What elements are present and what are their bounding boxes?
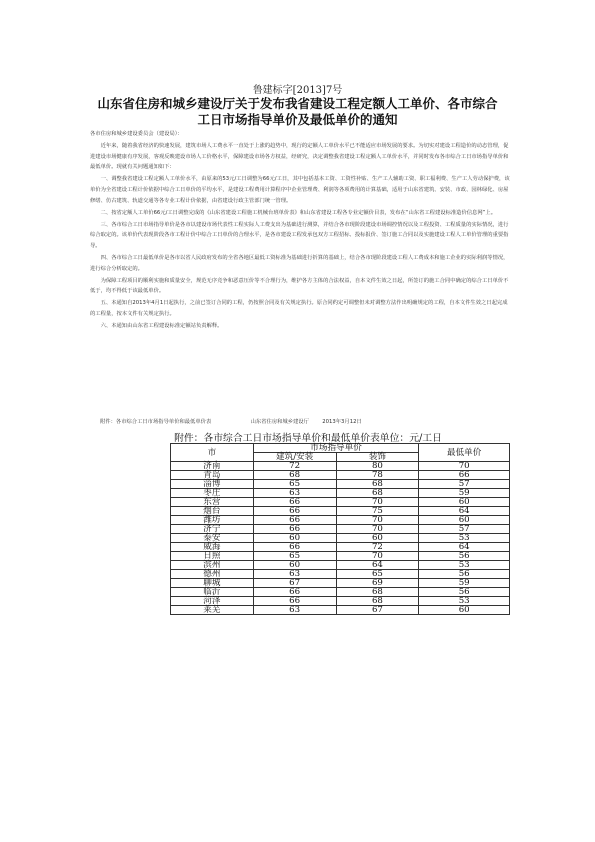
cell-decor: 80: [336, 462, 419, 471]
table-row: [171, 606, 510, 615]
cell-build: 65: [253, 480, 336, 489]
cell-decor: 70: [336, 498, 419, 507]
table-header-row: [171, 444, 510, 453]
cell-decor: 68: [336, 588, 419, 597]
table-body: [171, 462, 510, 615]
cell-min: 66: [419, 471, 510, 480]
cell-decor: 78: [336, 471, 419, 480]
cell-decor: 60: [336, 534, 419, 543]
header-min-price: 最低单价: [419, 444, 510, 462]
cell-decor: 64: [336, 561, 419, 570]
cell-decor: 65: [336, 570, 419, 579]
cell-city: 东营: [171, 498, 254, 507]
subheader-build: 建筑/安装: [253, 453, 336, 462]
cell-min: 53: [419, 534, 510, 543]
attachment-and-signature: [100, 417, 520, 425]
cell-city: 威海: [171, 543, 254, 552]
cell-city: 淄博: [171, 480, 254, 489]
cell-min: 60: [419, 516, 510, 525]
cell-min: 59: [419, 579, 510, 588]
cell-decor: 70: [336, 516, 419, 525]
cell-build: 72: [253, 462, 336, 471]
paragraph-5: 五、本通知自2013年4月1日起执行，之前已签订合同的工程，仍按照合同及有关规定执行。原合同约定可调整但未对调整方法作出明确规定的工程，自本文件生效之日起完成的工程量，按本文件有关规定执行。: [90, 300, 508, 317]
cell-build: 66: [253, 597, 336, 606]
attachment-text: 附件：各市综合工日市场指导单价和最低单价表: [100, 419, 212, 425]
cell-city: 聊城: [171, 579, 254, 588]
cell-min: 56: [419, 552, 510, 561]
cell-build: 65: [253, 552, 336, 561]
cell-build: 60: [253, 561, 336, 570]
cell-city: 莱芜: [171, 606, 254, 615]
cell-min: 57: [419, 480, 510, 489]
cell-build: 63: [253, 606, 336, 615]
subheader-decor: 装饰: [336, 453, 419, 462]
cell-decor: 72: [336, 543, 419, 552]
cell-min: 70: [419, 462, 510, 471]
cell-min: 64: [419, 507, 510, 516]
cell-min: 53: [419, 597, 510, 606]
cell-decor: 68: [336, 480, 419, 489]
cell-city: 德州: [171, 570, 254, 579]
cell-city: 日照: [171, 552, 254, 561]
cell-min: 53: [419, 561, 510, 570]
cell-decor: 70: [336, 552, 419, 561]
cell-city: 济南: [171, 462, 254, 471]
cell-min: 57: [419, 525, 510, 534]
cell-build: 66: [253, 516, 336, 525]
paragraph-3: 三、各市综合工日市场指导单价是各市以建设市场代表性工程实际人工费支出为基础进行测算，并结合各市现阶段建设市场调控情况以及工程投资、工程质量的实际情况，进行综合取定的。该单价代表现阶段各市工程计价中综合工日单价的合理水平，是各市建设工程发承包双方工程招标、投标报价、签订施工合同以及实施建设工程人工单价管理的重要指导。: [90, 221, 509, 249]
document-number: 鲁建标字[2013]7号: [252, 85, 343, 96]
paragraph-4: 四、各市综合工日最低单价是各市以省人民政府发布的全省各地区最低工资标准为基础进行折算的基础上，结合各市现阶段建设工程人工费成本和施工企业的实际利润等情况，进行综合分析取定的。: [90, 255, 509, 272]
cell-decor: 67: [336, 606, 419, 615]
cell-build: 60: [253, 534, 336, 543]
title-line-2: 工日市场指导单价及最低单价的通知: [197, 112, 398, 127]
cell-city: 青岛: [171, 471, 254, 480]
cell-build: 66: [253, 543, 336, 552]
cell-build: 66: [253, 525, 336, 534]
document-body: [90, 129, 510, 333]
cell-city: 菏泽: [171, 597, 254, 606]
cell-decor: 75: [336, 507, 419, 516]
cell-build: 67: [253, 579, 336, 588]
cell-min: 56: [419, 570, 510, 579]
paragraph-4b: 为保障工程项目的顺利实施和质量安全，规范无序竞争和恶意压价等不合理行为，维护各方主体的合法权益，自本文件生效之日起，所签订的施工合同中确定的综合工日单价不低于，均不得低于该最低单价。: [90, 277, 509, 295]
header-guide-price: 市场指导单价: [253, 444, 419, 453]
paragraph-1: 一、调整我省建设工程定额人工单价水平，由原来的53元/工日调整为66元/工日，其中包括基本工资、工资性补贴、生产工人辅助工资、职工福利费、生产工人劳动保护费，该单价为全省建设工程计价依据中综合工日单价的平均水平，是建设工程费用计算程序中企业管理费、利润等各项费用的计算基础，适用于山东省建筑、安装、市政、园林绿化、房屋修缮、仿古建筑、轨道交通等各专业工程计价依据，由省建设行政主管部门统一管理。: [90, 176, 510, 204]
price-table: [170, 443, 510, 615]
cell-min: 60: [419, 606, 510, 615]
issue-date: 2013年3月12日: [322, 419, 362, 425]
cell-decor: 69: [336, 579, 419, 588]
cell-min: 56: [419, 588, 510, 597]
cell-decor: 68: [336, 597, 419, 606]
table-caption: 附件：各市综合工日市场指导单价和最低单价表单位：元/工日: [174, 433, 442, 444]
cell-city: 潍坊: [171, 516, 254, 525]
issuer: 山东省住房和城乡建设厅: [250, 419, 309, 425]
paragraph-intro: 近年来，随着我省经济的快速发展，建筑市场人工费水平一直处于上涨的趋势中，现行的定额人工单价水平已不能适应市场发展的要求。为切实对建设工程造价的动态管理，促进建设市场健康有序发展，客观反映建设市场人工价格水平，保障建设市场各方权益，经研究，决定调整我省建设工程定额人工单价水平，并同时发布各市综合工日市场指导单价和最低单价。现就有关问题通知如下：: [90, 143, 509, 171]
paragraph-2: 二、按省定额人工单价66元/工日调整完成的《山东省建设工程施工机械台班单价表》和山东省建设工程各专业定额价目表，发布在“山东省工程建设标准造价信息网”上。: [100, 209, 496, 216]
cell-min: 60: [419, 498, 510, 507]
cell-city: 临沂: [171, 588, 254, 597]
cell-decor: 68: [336, 489, 419, 498]
cell-build: 63: [253, 489, 336, 498]
header-city: 市: [171, 444, 254, 462]
document-title: [70, 96, 525, 128]
cell-city: 泰安: [171, 534, 254, 543]
salutation: 各市住房和城乡建设委员会（建设局）：: [90, 131, 183, 137]
cell-build: 66: [253, 588, 336, 597]
cell-build: 66: [253, 498, 336, 507]
cell-min: 59: [419, 489, 510, 498]
paragraph-6: 六、本通知由山东省工程建设标准定额站负责解释。: [100, 323, 223, 330]
cell-build: 68: [253, 471, 336, 480]
cell-city: 烟台: [171, 507, 254, 516]
cell-build: 63: [253, 570, 336, 579]
title-line-1: 山东省住房和城乡建设厅关于发布我省建设工程定额人工单价、各市综合: [97, 96, 498, 111]
cell-city: 济宁: [171, 525, 254, 534]
cell-min: 64: [419, 543, 510, 552]
cell-city: 滨州: [171, 561, 254, 570]
cell-decor: 70: [336, 525, 419, 534]
cell-build: 66: [253, 507, 336, 516]
cell-city: 枣庄: [171, 489, 254, 498]
